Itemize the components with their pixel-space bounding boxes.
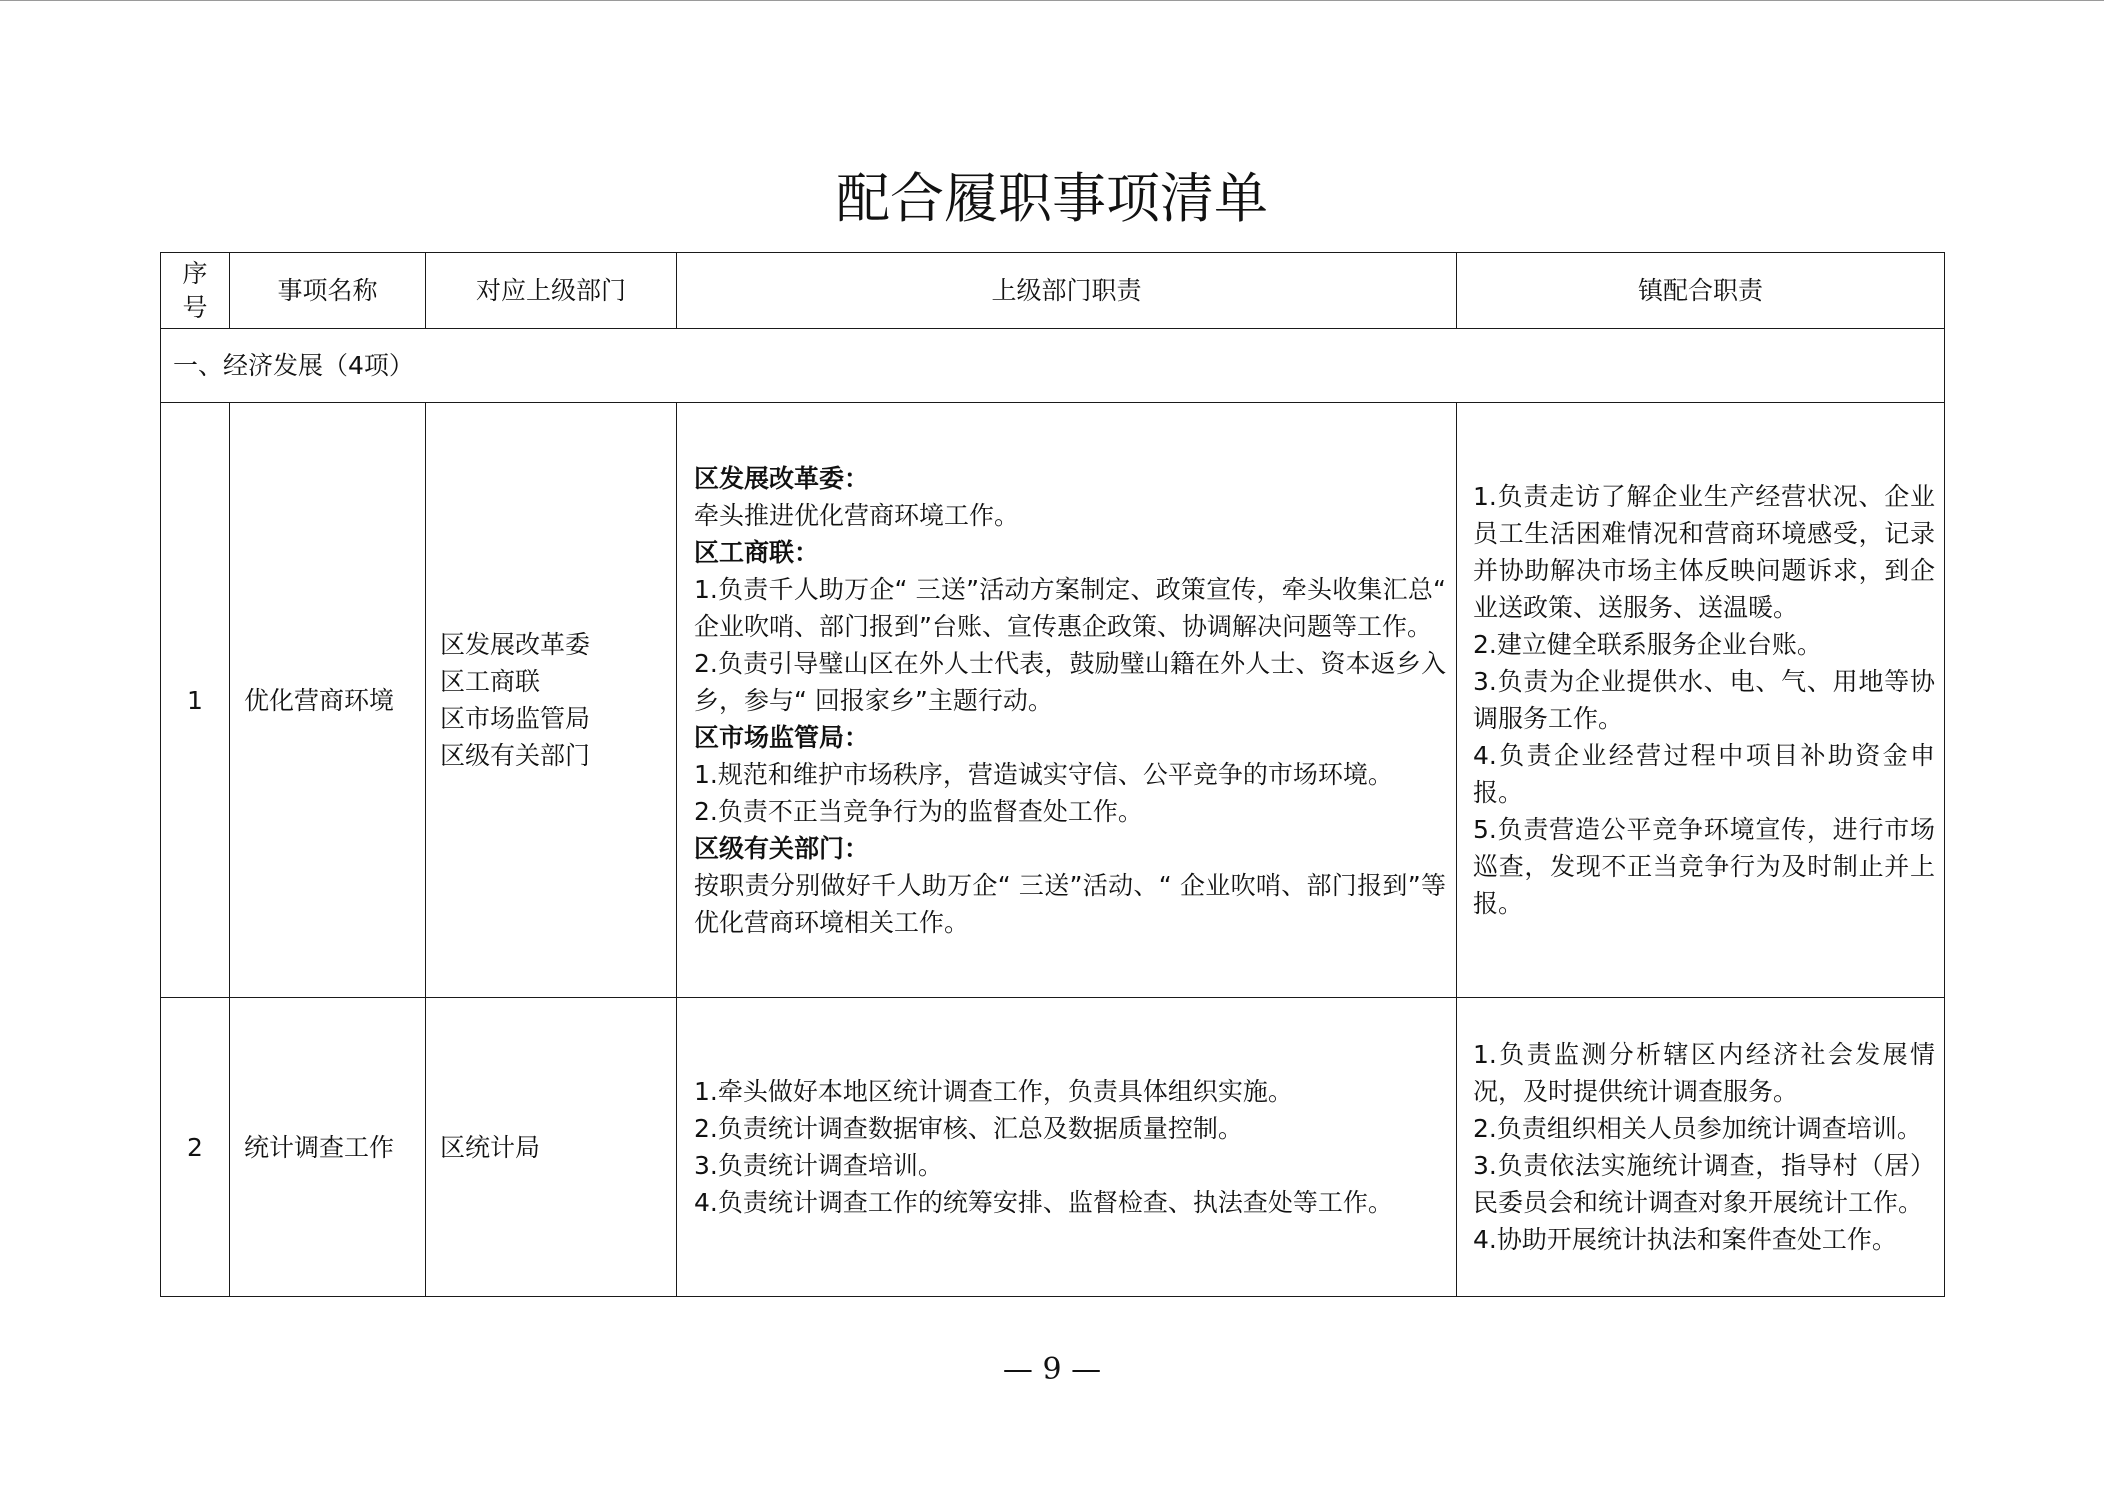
department-name: 区统计局 (440, 1132, 541, 1162)
duty-item: 1.牵头做好本地区统计调查工作，负责具体组织实施。 (694, 1077, 1293, 1106)
header-superior-duties: 上级部门职责 (677, 253, 1457, 329)
header-index-label: 序号 (182, 258, 208, 322)
duty-list-table (160, 252, 1945, 1297)
header-superior-department: 对应上级部门 (426, 253, 677, 329)
town-duty-item: 1.负责监测分析辖区内经济社会发展情况，及时提供统计调查服务。 (1473, 1040, 1935, 1106)
duty-item: 3.负责统计调查培训。 (694, 1151, 943, 1180)
town-duty-item: 5.负责营造公平竞争环境宣传，进行市场巡查，发现不正当竞争行为及时制止并上报。 (1473, 815, 1935, 918)
duty-item: 4.负责统计调查工作的统筹安排、监督检查、执法查处等工作。 (694, 1188, 1393, 1217)
document-title: 配合履职事项清单 (836, 167, 1268, 230)
section-row (161, 329, 1945, 403)
header-item-name: 事项名称 (230, 253, 426, 329)
duty-item: 2.负责不正当竞争行为的监督查处工作。 (694, 796, 1143, 826)
duty-department-heading: 区工商联： (694, 537, 820, 567)
duty-item: 1.规范和维护市场秩序，营造诚实守信、公平竞争的市场环境。 (694, 759, 1393, 789)
department-name: 区市场监管局 (440, 704, 591, 733)
section-heading: 一、经济发展（4项） (161, 329, 1945, 403)
duty-department-heading: 区市场监管局： (694, 722, 870, 752)
header-town-duties: 镇配合职责 (1457, 253, 1945, 329)
town-duty-item: 2.建立健全联系服务企业台账。 (1473, 630, 1822, 659)
row-item-name: 统计调查工作 (230, 998, 426, 1297)
duty-item: 2.负责引导璧山区在外人士代表，鼓励璧山籍在外人士、资本返乡入乡，参与“ 回报家乡”主题行动。 (694, 648, 1446, 715)
duty-item: 2.负责统计调查数据审核、汇总及数据质量控制。 (694, 1114, 1243, 1143)
duty-item: 1.负责千人助万企“ 三送”活动方案制定、政策宣传，牵头收集汇总“ 企业吹哨、部门报到”台账、宣传惠企政策、协调解决问题等工作。 (694, 574, 1446, 641)
duty-item: 牵头推进优化营商环境工作。 (694, 500, 1020, 530)
duty-department-heading: 区级有关部门： (694, 833, 870, 863)
table-header-row (161, 253, 1945, 329)
page-top-edge (0, 0, 2104, 1)
town-duty-item: 2.负责组织相关人员参加统计调查培训。 (1473, 1114, 1922, 1143)
duty-item: 按职责分别做好千人助万企“ 三送”活动、“ 企业吹哨、部门报到”等优化营商环境相关工作。 (694, 870, 1446, 937)
row-index: 1 (161, 403, 230, 998)
department-name: 区级有关部门 (440, 741, 591, 770)
row-superior-departments (426, 403, 677, 998)
department-name: 区工商联 (440, 667, 541, 696)
row-superior-duties (677, 998, 1457, 1297)
town-duty-item: 3.负责依法实施统计调查，指导村（居）民委员会和统计调查对象开展统计工作。 (1473, 1151, 1935, 1217)
town-duty-item: 1.负责走访了解企业生产经营状况、企业员工生活困难情况和营商环境感受，记录并协助解决市场主体反映问题诉求，到企业送政策、送服务、送温暖。 (1473, 482, 1935, 622)
row-superior-duties (677, 403, 1457, 998)
town-duty-item: 3.负责为企业提供水、电、气、用地等协调服务工作。 (1473, 667, 1935, 733)
row-item-name: 优化营商环境 (230, 403, 426, 998)
row-town-duties (1457, 403, 1945, 998)
table-row (161, 403, 1945, 998)
row-superior-departments (426, 998, 677, 1297)
page-number: — 9 — (1002, 1352, 1102, 1387)
town-duty-item: 4.协助开展统计执法和案件查处工作。 (1473, 1225, 1897, 1254)
duty-department-heading: 区发展改革委： (694, 463, 870, 493)
town-duty-item: 4.负责企业经营过程中项目补助资金申报。 (1473, 741, 1935, 807)
row-index: 2 (161, 998, 230, 1297)
department-name: 区发展改革委 (440, 630, 591, 659)
table-row (161, 998, 1945, 1297)
row-town-duties (1457, 998, 1945, 1297)
header-index-cell (161, 253, 230, 329)
